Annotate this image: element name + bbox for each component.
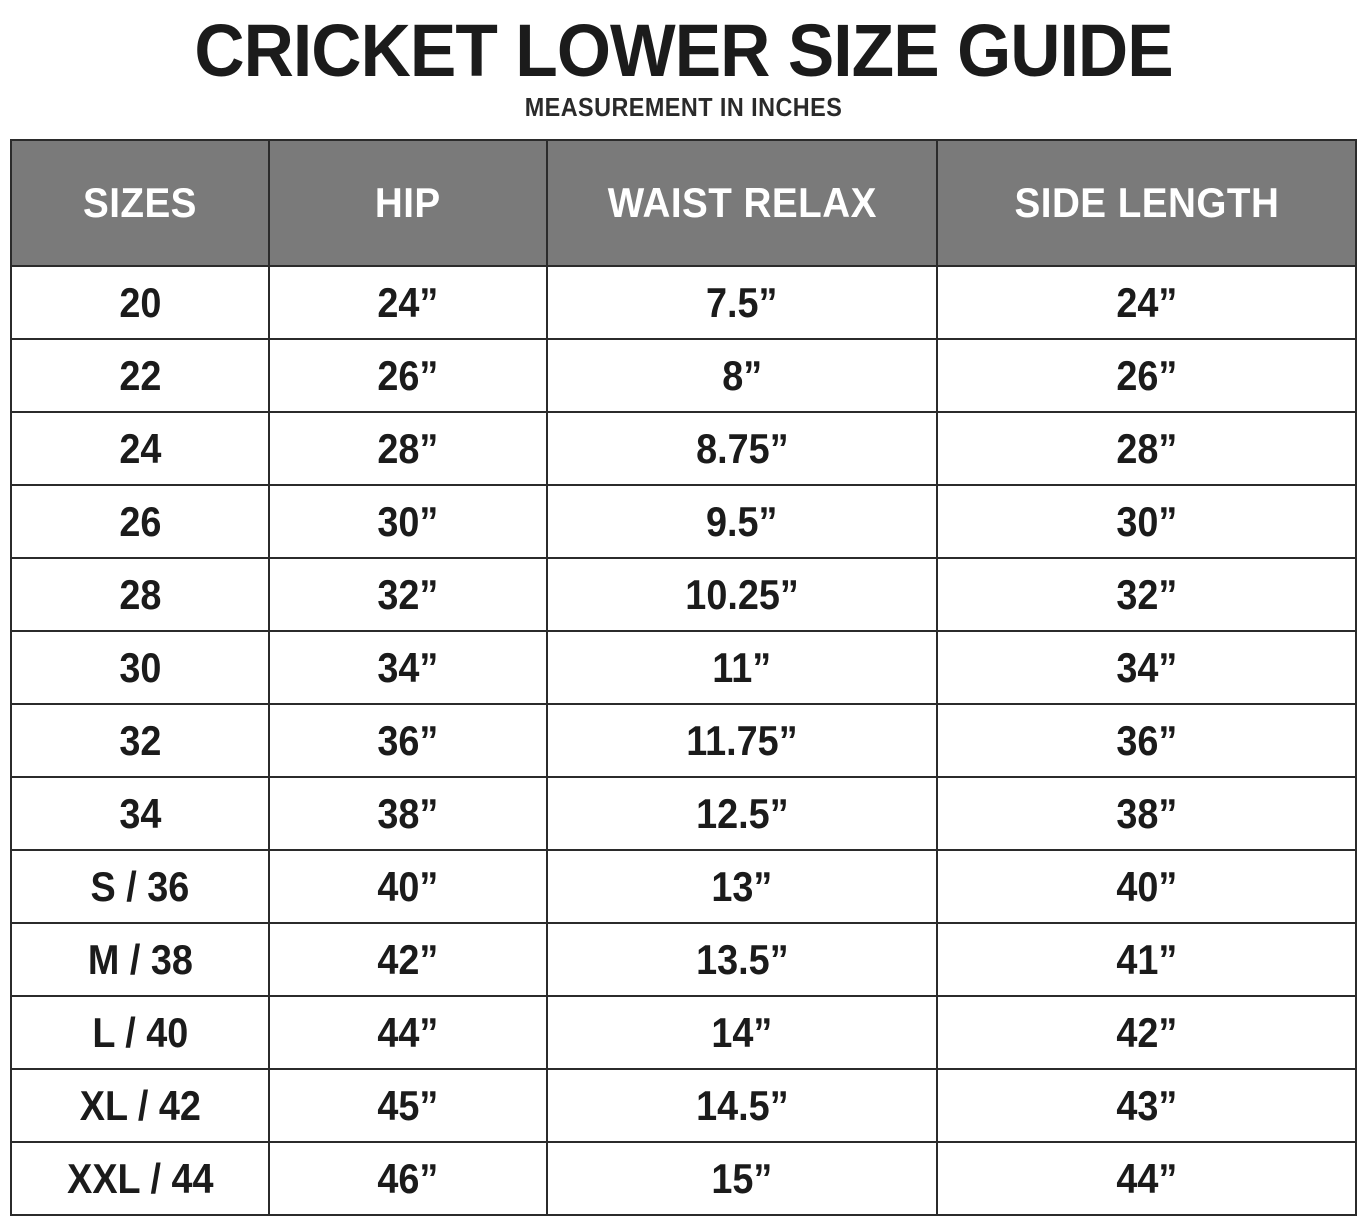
cell-hip: 36”	[269, 704, 547, 777]
title-block	[0, 0, 1367, 139]
table-row	[11, 923, 1356, 996]
cell-size: 34	[11, 777, 269, 850]
cell-hip: 46”	[269, 1142, 547, 1215]
column-header-side-length	[937, 140, 1356, 266]
cell-waist: 8”	[547, 339, 937, 412]
table-row	[11, 631, 1356, 704]
table-body	[11, 266, 1356, 1215]
cell-hip: 30”	[269, 485, 547, 558]
cell-size: S / 36	[11, 850, 269, 923]
cell-hip: 26”	[269, 339, 547, 412]
cell-hip: 38”	[269, 777, 547, 850]
cell-hip: 32”	[269, 558, 547, 631]
cell-side-length: 36”	[937, 704, 1356, 777]
cell-side-length: 28”	[937, 412, 1356, 485]
cell-waist: 12.5”	[547, 777, 937, 850]
cell-waist: 7.5”	[547, 266, 937, 339]
table-header-row	[11, 140, 1356, 266]
column-header-waist-relax	[547, 140, 937, 266]
table-row	[11, 339, 1356, 412]
cell-size: XXL / 44	[11, 1142, 269, 1215]
cell-size: 30	[11, 631, 269, 704]
column-header-hip	[269, 140, 547, 266]
cell-waist: 14”	[547, 996, 937, 1069]
cell-hip: 44”	[269, 996, 547, 1069]
cell-side-length: 38”	[937, 777, 1356, 850]
cell-hip: 42”	[269, 923, 547, 996]
table-row	[11, 1142, 1356, 1215]
cell-size: 20	[11, 266, 269, 339]
cell-size: 28	[11, 558, 269, 631]
cell-hip: 28”	[269, 412, 547, 485]
cell-size: 22	[11, 339, 269, 412]
cell-side-length: 42”	[937, 996, 1356, 1069]
page-title: CRICKET LOWER SIZE GUIDE	[194, 9, 1173, 92]
cell-size: 26	[11, 485, 269, 558]
table-row	[11, 1069, 1356, 1142]
cell-size: 24	[11, 412, 269, 485]
cell-side-length: 26”	[937, 339, 1356, 412]
cell-side-length: 40”	[937, 850, 1356, 923]
cell-side-length: 24”	[937, 266, 1356, 339]
table-row	[11, 850, 1356, 923]
cell-waist: 10.25”	[547, 558, 937, 631]
cell-waist: 8.75”	[547, 412, 937, 485]
cell-side-length: 34”	[937, 631, 1356, 704]
cell-waist: 15”	[547, 1142, 937, 1215]
table-row	[11, 558, 1356, 631]
cell-side-length: 32”	[937, 558, 1356, 631]
table-row	[11, 485, 1356, 558]
column-header-hip-label: HIP	[375, 179, 441, 227]
cell-side-length: 30”	[937, 485, 1356, 558]
cell-waist: 14.5”	[547, 1069, 937, 1142]
column-header-sizes-label: SIZES	[83, 179, 197, 227]
cell-size: XL / 42	[11, 1069, 269, 1142]
cell-waist: 11.75”	[547, 704, 937, 777]
cell-waist: 13”	[547, 850, 937, 923]
cell-side-length: 41”	[937, 923, 1356, 996]
column-header-side-length-label: SIDE LENGTH	[1014, 179, 1279, 227]
cell-hip: 40”	[269, 850, 547, 923]
table-row	[11, 704, 1356, 777]
table-row	[11, 996, 1356, 1069]
cell-waist: 13.5”	[547, 923, 937, 996]
size-chart-table	[10, 139, 1357, 1216]
table-header	[11, 140, 1356, 266]
cell-side-length: 43”	[937, 1069, 1356, 1142]
cell-size: M / 38	[11, 923, 269, 996]
page-subtitle: MEASUREMENT IN INCHES	[524, 92, 843, 123]
table-row	[11, 266, 1356, 339]
table-row	[11, 412, 1356, 485]
cell-waist: 11”	[547, 631, 937, 704]
cell-waist: 9.5”	[547, 485, 937, 558]
cell-hip: 24”	[269, 266, 547, 339]
column-header-waist-relax-label: WAIST RELAX	[607, 179, 877, 227]
cell-size: L / 40	[11, 996, 269, 1069]
cell-hip: 45”	[269, 1069, 547, 1142]
cell-side-length: 44”	[937, 1142, 1356, 1215]
column-header-sizes	[11, 140, 269, 266]
cell-hip: 34”	[269, 631, 547, 704]
cell-size: 32	[11, 704, 269, 777]
table-row	[11, 777, 1356, 850]
